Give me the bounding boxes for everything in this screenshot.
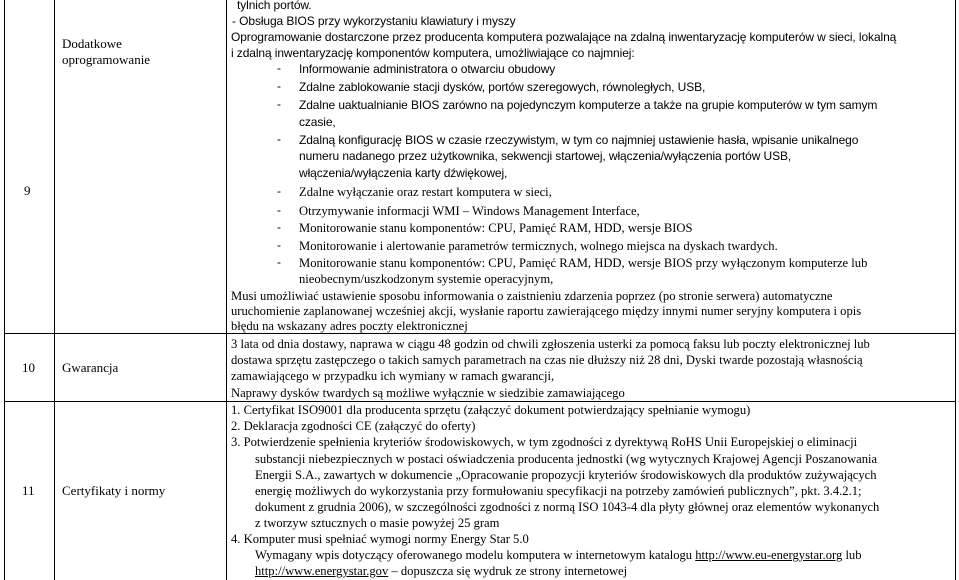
list-item: Zdalne uaktualnianie BIOS zarówno na pojedynczym komputerze a także na grupie komputerów w tym samym <box>299 98 878 112</box>
list-item-continuation: czasie, <box>299 115 336 129</box>
row-category: Certyfikaty i normy <box>62 483 166 498</box>
list-bullet: - <box>277 203 281 217</box>
row-category <box>62 36 222 68</box>
list-item-continuation: nieobecnym/uszkodzonym systemie operacyjnym, <box>299 272 554 286</box>
list-item: Monitorowanie stanu komponentów: CPU, Pamięć RAM, HDD, wersje BIOS <box>299 221 693 235</box>
text-line: uruchomienie zaplanowanej wcześniej akcji, wysłanie raportu zawierającego między innymi numer seryjny komputera i opis <box>231 304 862 318</box>
list-bullet: - <box>277 184 281 198</box>
table-border-col1 <box>54 0 55 580</box>
list-item: Zdalne wyłączanie oraz restart komputera w sieci, <box>299 185 552 199</box>
list-bullet: - <box>277 238 281 252</box>
category-line: Dodatkowe <box>62 36 122 51</box>
list-item: Otrzymywanie informacji WMI – Windows Management Interface, <box>299 204 640 218</box>
row-number: 11 <box>22 483 35 498</box>
table-border-right <box>955 0 956 580</box>
list-bullet: - <box>277 61 281 75</box>
category-line: oprogramowanie <box>62 52 151 67</box>
text-line: tylnich portów. <box>237 0 312 12</box>
text-line: Naprawy dysków twardych są możliwe wyłącznie w siedzibie zamawiającego <box>231 386 625 400</box>
list-item: 3. Potwierdzenie spełnienia kryteriów środowiskowych, w tym zgodności z dyrektywą RoHS Unii Europejskiej o eliminacji <box>231 435 858 449</box>
list-item-continuation: dokument z grudnia 2006), w szczególności zgodności z normą ISO 1043-4 dla płyty głównej oraz elementów wykonanych <box>255 500 880 514</box>
list-bullet: - <box>277 79 281 93</box>
text-line: zamawiającego w przypadku ich wymiany w ramach gwarancji, <box>231 369 555 383</box>
list-item: 1. Certyfikat ISO9001 dla producenta sprzętu (załączyć dokument potwierdzający spełnianie wymogu) <box>231 403 751 417</box>
row-number: 10 <box>22 360 35 375</box>
printout-note: – dopuszcza się wydruk ze strony internetowej <box>391 564 628 578</box>
list-item-continuation: energię możliwych do wykorzystania przy formułowaniu specyfikacji na potrzeby zamówień publicznych”, pkt. 3.4.2.1; <box>255 484 862 498</box>
energystar-gov-link[interactable]: http://www.energystar.gov <box>255 564 389 578</box>
row-number: 9 <box>24 183 31 198</box>
text-line: Oprogramowanie dostarczone przez producenta komputera pozwalające na zdalną inwentaryzację komputerów w sieci, lokalną <box>231 30 897 44</box>
list-item: Informowanie administratora o otwarciu obudowy <box>299 62 556 76</box>
text-line: i zdalną inwentaryzację komponentów komputera, umożliwiające co najmniej: <box>231 46 635 60</box>
list-item-continuation: substancji niebezpiecznych w postaci oświadczenia producenta jednostki (wg wytycznych Krajowej Agencji Poszanowania <box>255 452 878 466</box>
list-item-continuation <box>255 547 862 563</box>
text-line: 3 lata od dnia dostawy, naprawa w ciągu 48 godzin od chwili zgłoszenia usterki za pomocą faksu lub poczty elektronicznej lub <box>231 337 870 351</box>
row-category: Gwarancja <box>62 360 119 375</box>
or-word: lub <box>845 548 862 562</box>
list-item: Monitorowanie i alertowanie parametrów termicznych, wolnego miejsca na dyskach twardych. <box>299 239 778 253</box>
list-bullet: - <box>277 220 281 234</box>
catalog-sentence: Wymagany wpis dotyczący oferowanego modelu komputera w internetowym katalogu <box>255 548 693 562</box>
table-border-left <box>4 0 5 580</box>
list-item-continuation: włączenia/wyłączenia karty dźwiękowej, <box>299 166 508 180</box>
list-item: Monitorowanie stanu komponentów: CPU, Pamięć RAM, HDD, wersje BIOS przy wyłączonym komputerze lub <box>299 256 868 270</box>
row-divider-9-10 <box>4 333 956 334</box>
list-item: Zdalne zablokowanie stacji dysków, portów szeregowych, równoległych, USB, <box>299 80 706 94</box>
list-item-continuation: z tworzyw sztucznych o masie powyżej 25 gram <box>255 516 500 530</box>
list-bullet: - <box>277 97 281 111</box>
list-item: 4. Komputer musi spełniać wymogi normy Energy Star 5.0 <box>231 532 529 546</box>
table-border-col2 <box>226 0 227 580</box>
text-line: Musi umożliwiać ustawienie sposobu informowania o zaistnieniu zdarzenia poprzez (po stronie serwera) automatyczne <box>231 289 833 303</box>
eu-energystar-link[interactable]: http://www.eu-energystar.org <box>695 548 843 562</box>
text-line: dostawa sprzętu zastępczego o takich samych parametrach na czas nie dłuższy niż 28 dni, Dyski twarde pozostają własnością <box>231 353 863 367</box>
text-line: - Obsługa BIOS przy wykorzystaniu klawiatury i myszy <box>232 14 516 28</box>
list-item-continuation <box>255 563 627 579</box>
text-line: błędu na wskazany adres poczty elektronicznej <box>231 319 468 333</box>
list-item: Zdalną konfigurację BIOS w czasie rzeczywistym, w tym co najmniej ustawienie hasła, wpisanie unikalnego <box>299 133 859 147</box>
list-item: 2. Deklaracja zgodności CE (załączyć do oferty) <box>231 419 476 433</box>
list-item-continuation: Energii S.A., zawartych w dokumencie „Opracowanie propozycji kryteriów środowiskowych dla produktów zużywających <box>255 468 877 482</box>
list-bullet: - <box>277 255 281 269</box>
list-bullet: - <box>277 132 281 146</box>
list-item-continuation: numeru nadanego przez użytkownika, sekwencji startowej, włączenia/wyłączenia portów USB, <box>299 149 792 163</box>
